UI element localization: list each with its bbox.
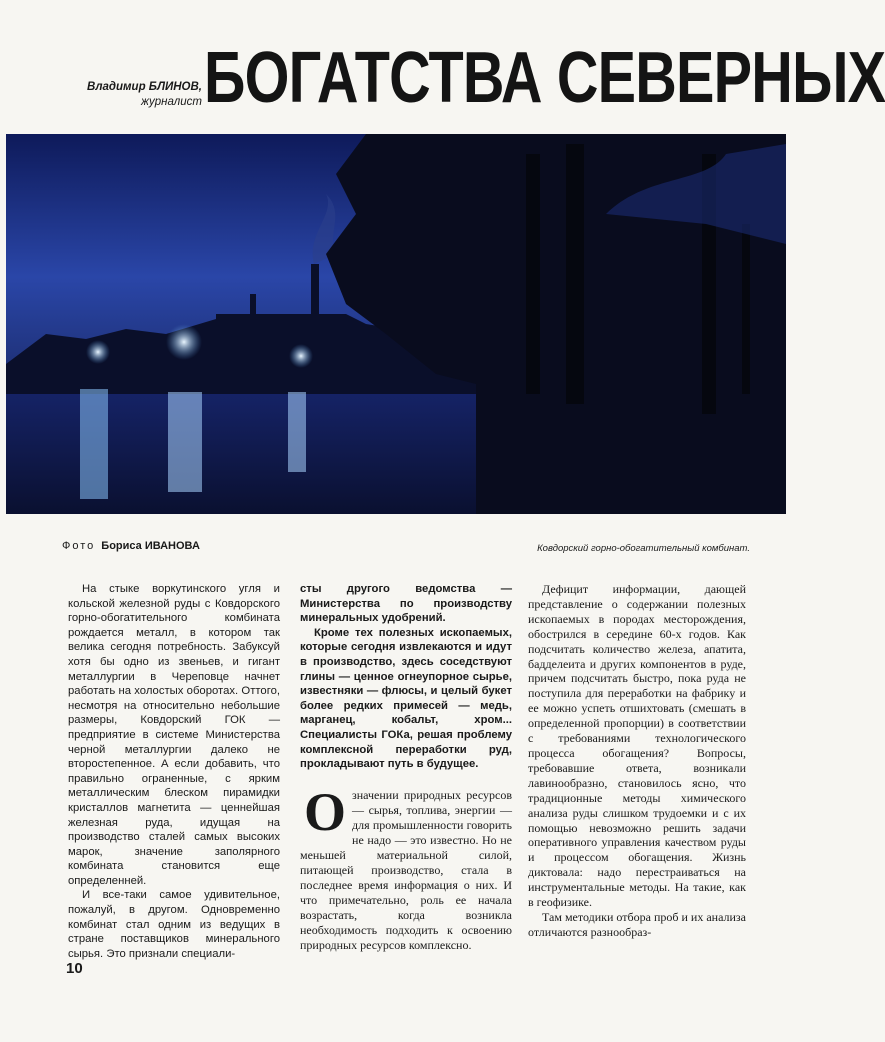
photo-illustration [6, 134, 786, 514]
text-column-3 [528, 582, 746, 940]
paragraph: На стыке воркутинского угля и кольской железной руды с Ковдорского горно-обогатительного комбината рождается металл, в котором так велика сегодня потребность. Забуксуй хотя бы одно из звеньев, и гигант металлургии в Череповце начнет работать на холостых оборотах. Оттого, несмотря на относительно небольшие размеры, Ковдорский ГОК — предприятие в системе Министерства черной металлургии далеко не второстепенное. А если добавить, что правильно ограненные, с ярким металлическим блеском пирамидки кристаллов магнетита — ценнейшая железная руда, идущая на производство сталей самых высоких марок, значение заполярного комбината становится еще определенней. [68, 583, 280, 887]
paragraph: Там методики отбора проб и их анализа отличаются разнообраз- [528, 909, 746, 939]
section-with-dropcap [300, 782, 512, 953]
text-column-1 [68, 582, 280, 961]
photo-credit-name: Бориса ИВАНОВА [101, 540, 200, 552]
photo-credit-label: Фото [62, 540, 96, 552]
paragraph: сты другого ведомства — Министерства по производству минеральных удобрений. [300, 583, 512, 625]
author-name: Владимир БЛИНОВ, [87, 81, 202, 93]
author-role: журналист [141, 96, 202, 108]
photo-credit [62, 540, 200, 552]
author-byline [70, 80, 202, 110]
paragraph: Дефицит информации, дающей представление о содержании полезных ископаемых в породах месторождения, обострился в середине 60-х годов. Как подсчитать количество железа, апатита, бадделеита и других компонентов в руде, причем подсчитать быстро, пока руда не поступила для переработки на фабрику и ее можно успеть отшихтовать (смешать в определенной пропорции) в соответствии с требованиями технологического процесса обогащения? Вопросы, требовавшие ответа, возникали лавинообразно, становилось ясно, что традиционные методы химического анализа руды слишком трудоемки и с их помощью невозможно решить задачи оперативного управления качеством руды и процессом обогащения. Жизнь диктовала: надо перестраиваться на инструментальные методы. На такие, как в геофизике. [528, 582, 746, 910]
page-number: 10 [66, 960, 83, 977]
paragraph: И все-таки самое удивительное, пожалуй, в другом. Одновременно комбинат стал одним из ведущих в стране поставщиков минерального сырья. Это признали специали- [68, 889, 280, 960]
paragraph: Кроме тех полезных ископаемых, которые сегодня извлекаются и идут в производство, здесь соседствуют глины — ценное огнеупорное сырье, известняки — флюсы, и целый букет более редких примесей — медь, марганец, кобальт, хром... Специалисты ГОКа, решая проблему комплексной переработки руд, прокладывают путь в будущее. [300, 626, 512, 771]
article-photo [6, 134, 786, 514]
paragraph: значении природных ресурсов — сырья, топлива, энергии — для промышленности говорить не надо — это известно. Но не меньшей материальной силой, питающей производство, стала в последнее время информация о них. И что примечательно, роль ее начала возрастать, когда возникла необходимость подходить к освоению природных ресурсов комплексно. [300, 788, 512, 952]
text-column-2 [300, 582, 512, 952]
photo-caption: Ковдорский горно-обогатительный комбинат. [537, 543, 750, 554]
dropcap-letter: О [304, 782, 347, 842]
article-headline: БОГАТСТВА СЕВЕРНЫХ [204, 38, 885, 118]
